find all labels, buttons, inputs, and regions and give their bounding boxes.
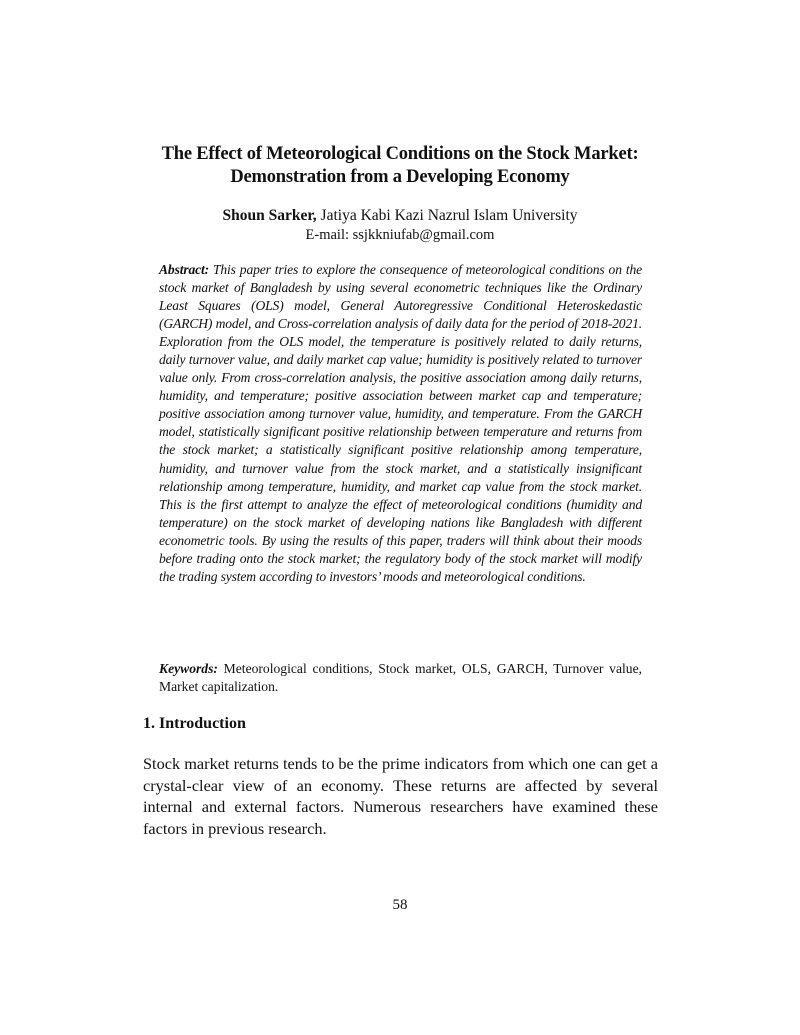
keywords [159, 660, 642, 696]
introduction-paragraph: Stock market returns tends to be the prime indicators from which one can get a crystal-clear view of an economy. These returns are affected by several internal and external factors. Numerous researchers have examined these factors in previous research. [143, 754, 658, 838]
author-line [100, 206, 700, 225]
abstract-text: This paper tries to explore the consequence of meteorological conditions on the stock market of Bangladesh by using several econometric techniques like the Ordinary Least Squares (OLS) model, General Autoregressive Conditional Heteroskedastic (GARCH) model, and Cross-correlation analysis of daily data for the period of 2018-2021. Exploration from the OLS model, the temperature is positively related to daily returns, daily turnover value, and daily market cap value; humidity is positively related to turnover value only. From cross-correlation analysis, the positive association among daily returns, humidity, and temperature; positive association between market cap and temperature; positive association among turnover value, humidity, and temperature. From the GARCH model, statistically significant positive relationship between temperature and returns from the stock market; a statistically significant positive relationship among temperature, humidity, and turnover value from the stock market, and a statistically insignificant relationship among temperature, humidity, and market cap value from the stock market. This is the first attempt to analyze the effect of meteorological conditions (humidity and temperature) on the stock market of developing nations like Bangladesh with different econometric tools. By using the results of this paper, traders will think about their moods before trading onto the stock market; the regulatory body of the stock market will modify the trading system according to investors’ moods and meteorological conditions. [159, 262, 642, 584]
abstract [159, 261, 642, 586]
author-email: E-mail: ssjkkniufab@gmail.com [305, 227, 495, 243]
keywords-label: Keywords: [159, 661, 218, 676]
paper-title-line-2: Demonstration from a Developing Economy [230, 167, 570, 187]
paper-title [100, 143, 700, 189]
abstract-label: Abstract: [159, 262, 210, 277]
keywords-text: Meteorological conditions, Stock market, OLS, GARCH, Turnover value, Market capitalization. [159, 661, 642, 695]
section-heading-introduction: 1. Introduction [143, 715, 246, 732]
page-number: 58 [392, 897, 408, 913]
paper-title-line-1: The Effect of Meteorological Conditions on the Stock Market: [161, 144, 639, 164]
author-name: Shoun Sarker, [222, 207, 317, 224]
author-affiliation: Jatiya Kabi Kazi Nazrul Islam University [316, 207, 578, 224]
